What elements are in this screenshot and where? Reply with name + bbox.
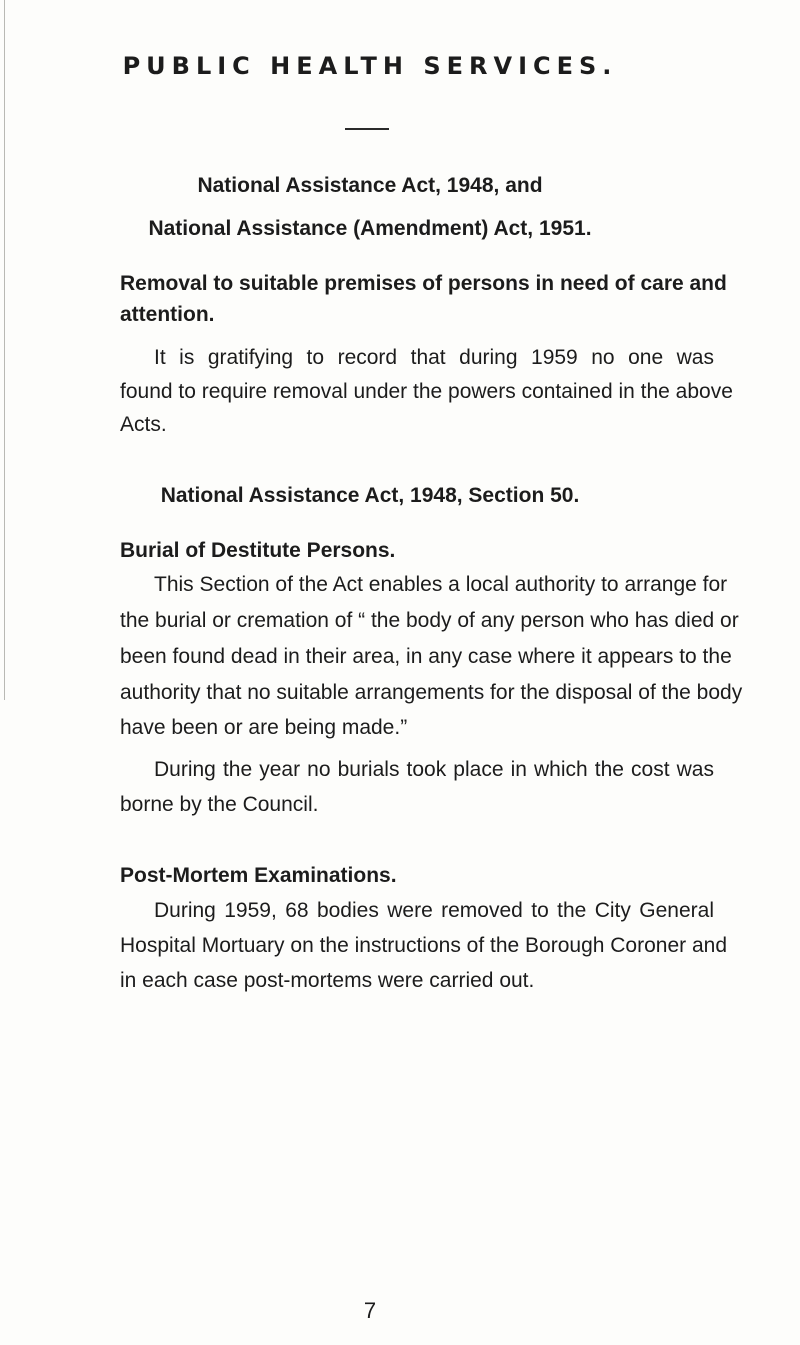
burial-paragraph-line-4: authority that no suitable arrangements for the disposal of the body xyxy=(120,681,743,704)
burial-subheading: Burial of Destitute Persons. xyxy=(120,539,396,562)
section-50-act-title: National Assistance Act, 1948, Section 50. xyxy=(160,484,580,507)
removal-paragraph-line-3: Acts. xyxy=(120,413,167,436)
burial-paragraph-line-2: the burial or cremation of “ the body of any person who has died or xyxy=(120,609,739,632)
removal-subheading-line-1: Removal to suitable premises of persons in need of care and xyxy=(120,272,727,295)
title-divider xyxy=(345,128,389,130)
removal-subheading-line-2: attention. xyxy=(120,303,215,326)
burial-cost-line-1: During the year no burials took place in which the cost was xyxy=(154,758,714,781)
burial-cost-line-2: borne by the Council. xyxy=(120,793,319,816)
burial-paragraph-line-3: been found dead in their area, in any case where it appears to the xyxy=(120,645,732,668)
post-mortem-paragraph-line-2: Hospital Mortuary on the instructions of the Borough Coroner and xyxy=(120,934,728,957)
burial-paragraph-line-5: have been or are being made.” xyxy=(120,716,408,739)
burial-paragraph-line-1: This Section of the Act enables a local authority to arrange for xyxy=(154,573,728,596)
act-title-line-1: National Assistance Act, 1948, and xyxy=(197,174,543,197)
removal-paragraph-line-1: It is gratifying to record that during 1959 no one was xyxy=(154,346,714,369)
page-number: 7 xyxy=(363,1298,377,1323)
act-title-line-2: National Assistance (Amendment) Act, 1951. xyxy=(148,217,592,240)
post-mortem-paragraph-line-3: in each case post-mortems were carried out. xyxy=(120,969,535,992)
removal-paragraph-line-2: found to require removal under the powers contained in the above xyxy=(120,380,733,403)
page-title: PUBLIC HEALTH SERVICES. xyxy=(122,52,618,80)
post-mortem-paragraph-line-1: During 1959, 68 bodies were removed to the City General xyxy=(154,899,714,922)
post-mortem-subheading: Post-Mortem Examinations. xyxy=(120,864,397,887)
